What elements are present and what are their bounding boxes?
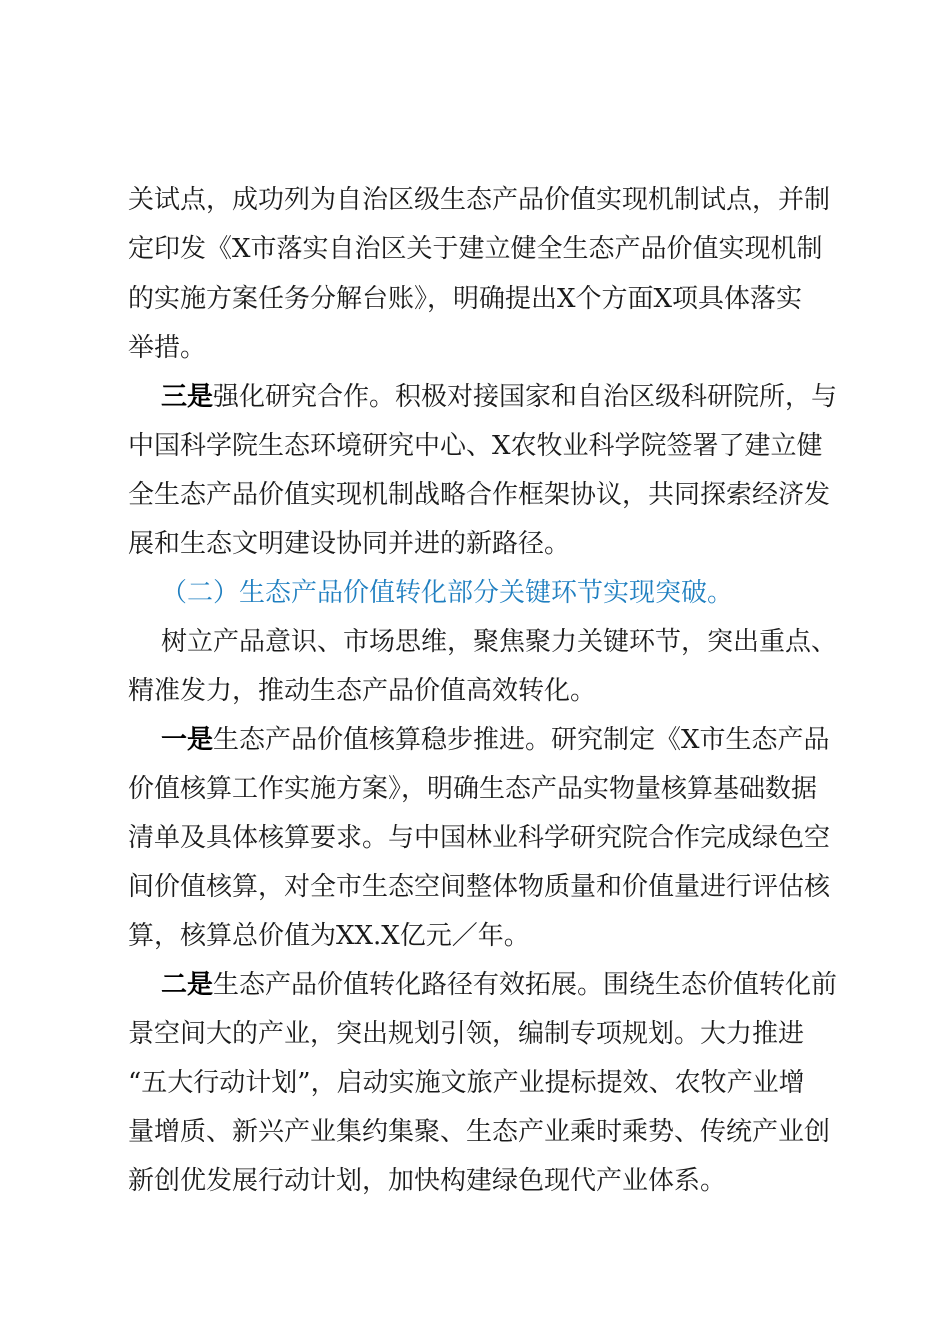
paragraph-4-line-3: 清单及具体核算要求。与中国林业科学研究院合作完成绿色空 [128, 823, 831, 853]
paragraph-5-line-2: 景空间大的产业，突出规划引领，编制专项规划。大力推进 [128, 1019, 805, 1049]
section-heading: （二）生态产品价值转化部分关键环节实现突破。 [161, 578, 734, 608]
paragraph-2-line-1 [161, 384, 837, 410]
paragraph-5-line-1-text: 生态产品价值转化路径有效拓展。围绕生态价值转化前 [213, 970, 838, 1000]
paragraph-4-line-2: 价值核算工作实施方案》，明确生态产品实物量核算基础数据 [128, 774, 818, 804]
paragraph-2-line-2: 中国科学院生态环境研究中心、X农牧业科学院签署了建立健 [128, 431, 823, 461]
paragraph-4-lead: 一是 [161, 725, 214, 755]
paragraph-5-line-4: 量增质、新兴产业集约集聚、生态产业乘时乘势、传统产业创 [128, 1117, 831, 1147]
paragraph-5-lead: 二是 [161, 970, 214, 1000]
paragraph-5-line-1 [161, 972, 837, 998]
paragraph-1-line-1: 关试点，成功列为自治区级生态产品价值实现机制试点，并制 [128, 185, 831, 215]
paragraph-5-line-3: “五大行动计划”，启动实施文旅产业提标提效、农牧产业增 [128, 1068, 805, 1098]
paragraph-3-line-1: 树立产品意识、市场思维，聚焦聚力关键环节，突出重点、 [161, 627, 838, 657]
paragraph-2-line-4: 展和生态文明建设协同并进的新路径。 [128, 529, 571, 559]
paragraph-1-line-2: 定印发《X市落实自治区关于建立健全生态产品价值实现机制 [128, 234, 823, 264]
paragraph-4-line-1-text: 生态产品价值核算稳步推进。研究制定《X市生态产品 [213, 725, 830, 755]
paragraph-1-line-3: 的实施方案任务分解台账》，明确提出X个方面X项具体落实 [128, 284, 803, 314]
paragraph-1-line-4: 举措。 [128, 333, 207, 363]
paragraph-2-line-3: 全生态产品价值实现机制战略合作框架协议，共同探索经济发 [128, 480, 831, 510]
paragraph-4-line-1 [161, 727, 830, 753]
paragraph-4-line-5: 算，核算总价值为XX.X亿元／年。 [128, 921, 530, 951]
paragraph-3-line-2: 精准发力，推动生态产品价值高效转化。 [128, 676, 597, 706]
paragraph-2-line-1-text: 强化研究合作。积极对接国家和自治区级科研院所，与 [213, 382, 838, 412]
paragraph-5-line-5: 新创优发展行动计划，加快构建绿色现代产业体系。 [128, 1166, 727, 1196]
paragraph-4-line-4: 间价值核算，对全市生态空间整体物质量和价值量进行评估核 [128, 872, 831, 902]
paragraph-2-lead: 三是 [161, 382, 214, 412]
